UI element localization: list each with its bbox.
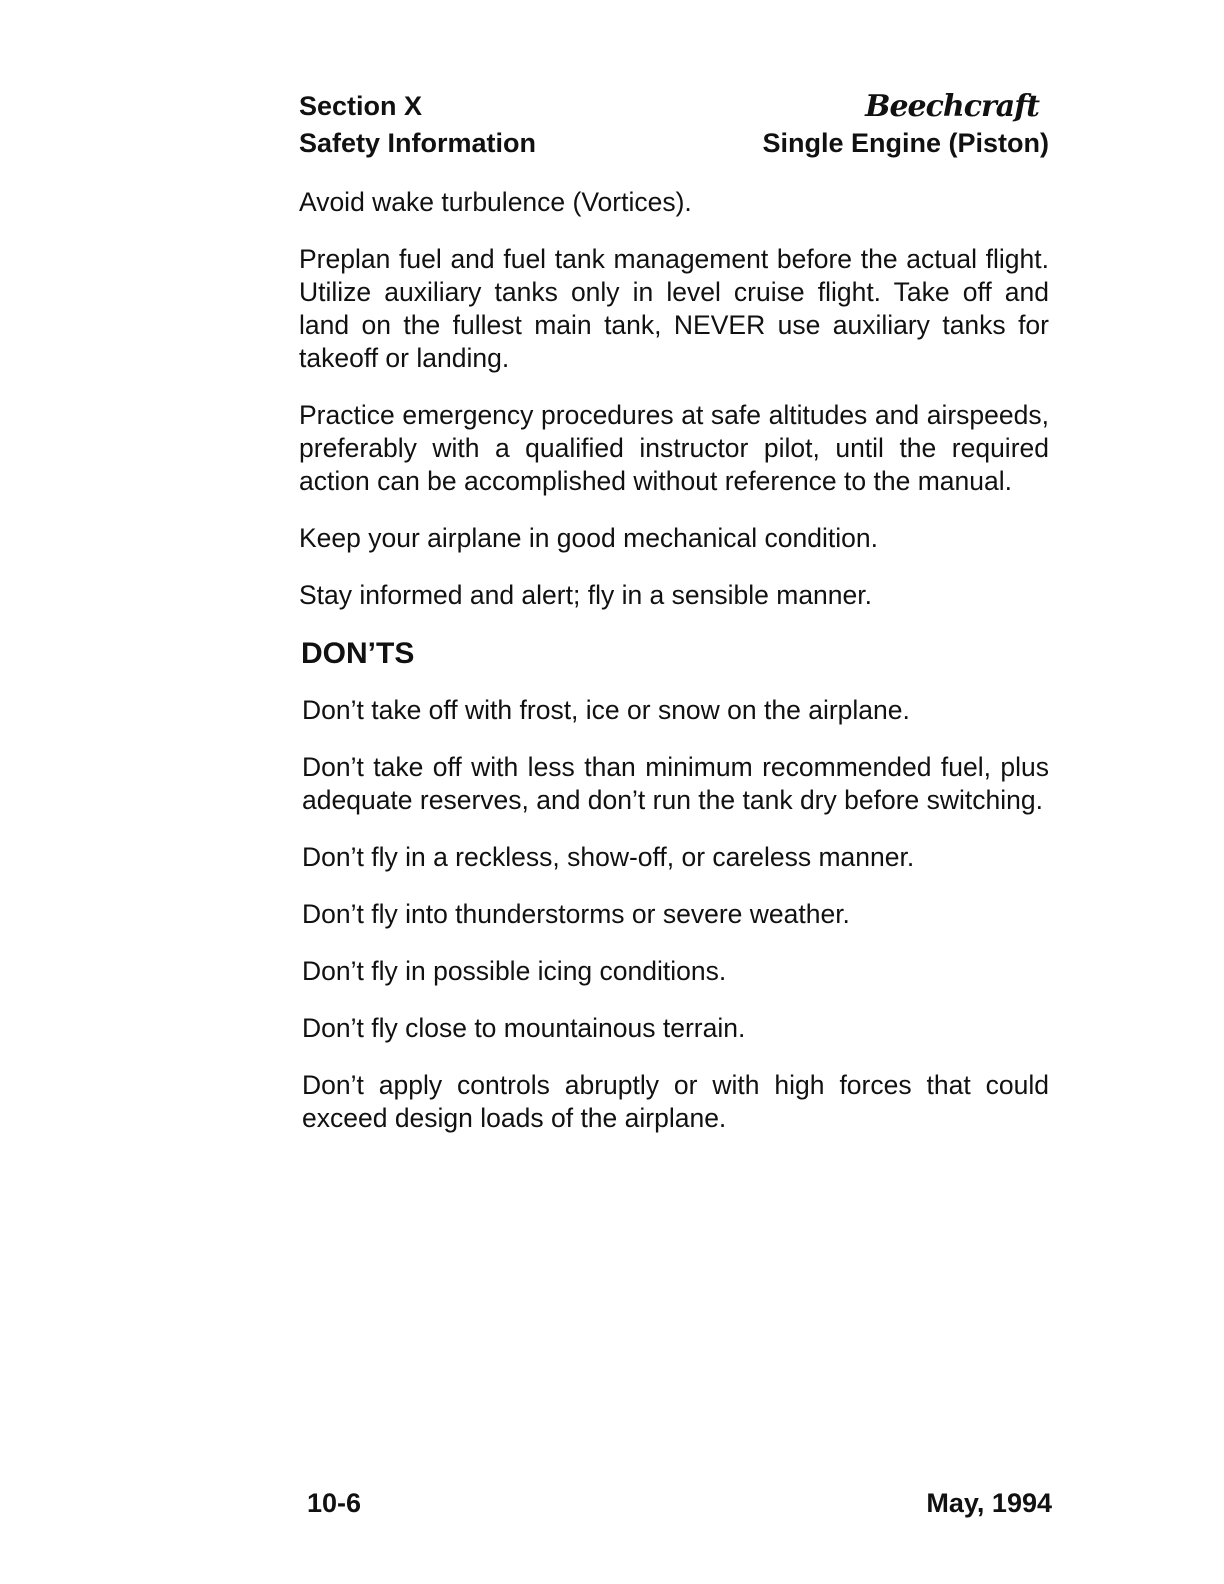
do-item: Practice emergency procedures at safe altitudes and airspeeds, preferably with a qualified instructor pilot, until the required action can be accomplished without reference to the manual. (299, 400, 1049, 496)
page-header (299, 88, 1049, 168)
dont-item: Don’t apply controls abruptly or with high forces that could exceed design loads of the airplane. (302, 1070, 1049, 1133)
model-title: Single Engine (Piston) (762, 128, 1049, 158)
do-item: Avoid wake turbulence (Vortices). (299, 187, 692, 217)
section-label: Section X (299, 91, 423, 121)
document-page (299, 88, 1049, 1133)
dont-item: Don’t fly close to mountainous terrain. (302, 1013, 746, 1043)
page-content (299, 186, 1049, 1159)
dont-item: Don’t take off with less than minimum recommended fuel, plus adequate reserves, and don’t run the tank dry before switching. (302, 752, 1049, 815)
footer-date: May, 1994 (926, 1488, 1052, 1518)
dont-item: Don’t take off with frost, ice or snow on the airplane. (302, 695, 910, 725)
donts-heading: DON’TS (301, 637, 415, 670)
dont-item: Don’t fly in possible icing conditions. (302, 956, 727, 986)
do-item: Stay informed and alert; fly in a sensible manner. (299, 580, 872, 610)
page-number: 10-6 (307, 1488, 362, 1518)
dont-item: Don’t fly into thunderstorms or severe weather. (302, 899, 850, 929)
do-item: Keep your airplane in good mechanical condition. (299, 523, 878, 553)
dont-item: Don’t fly in a reckless, show-off, or careless manner. (302, 842, 915, 872)
header-left (299, 88, 536, 162)
donts-list (299, 694, 1049, 1135)
brand-logo: Beechcraft (865, 89, 1039, 124)
header-right (762, 88, 1049, 162)
do-item: Preplan fuel and fuel tank management before the actual flight. Utilize auxiliary tanks only in level cruise flight. Take off and land on the fullest main tank, NEVER use auxiliary tanks for takeoff or landing. (299, 244, 1049, 373)
section-title: Safety Information (299, 128, 537, 158)
dos-list (299, 186, 1049, 612)
